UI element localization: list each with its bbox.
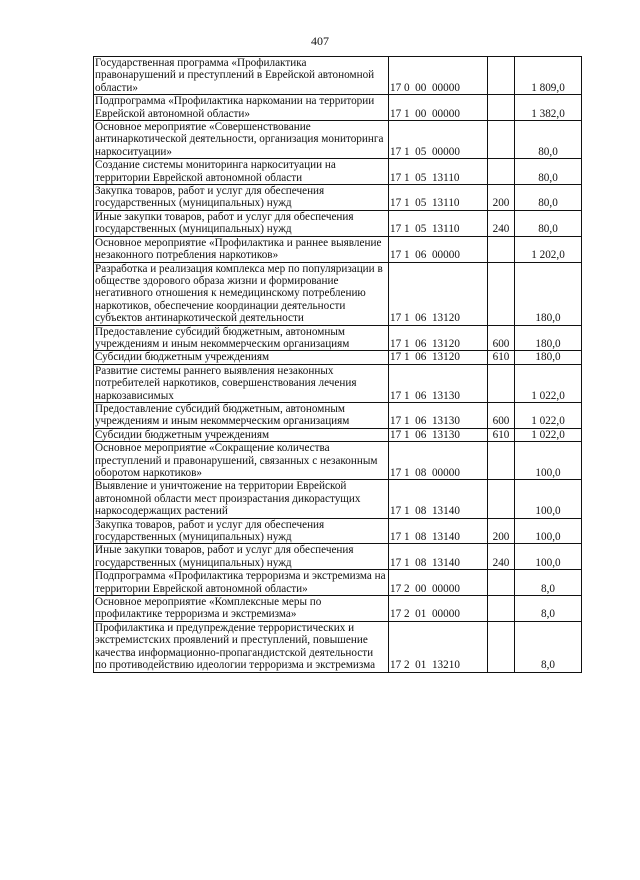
budget-table bbox=[93, 56, 582, 673]
row-expense-type-cell bbox=[488, 570, 515, 596]
row-name-cell: Иные закупки товаров, работ и услуг для обеспечения государственных (муниципальных) нужд bbox=[94, 544, 389, 570]
table-row bbox=[94, 364, 582, 402]
row-name-cell: Закупка товаров, работ и услуг для обеспечения государственных (муниципальных) нужд bbox=[94, 518, 389, 544]
row-code-cell: 17 1 08 13140 bbox=[389, 518, 488, 544]
row-code-cell: 17 1 05 13110 bbox=[389, 210, 488, 236]
row-name-cell: Субсидии бюджетным учреждениям bbox=[94, 351, 389, 364]
row-code-cell: 17 1 06 00000 bbox=[389, 236, 488, 262]
row-code-cell: 17 1 06 13130 bbox=[389, 364, 488, 402]
table-row bbox=[94, 236, 582, 262]
row-amount-cell: 80,0 bbox=[515, 185, 582, 211]
row-expense-type-cell bbox=[488, 262, 515, 325]
row-code-cell: 17 2 01 13210 bbox=[389, 621, 488, 672]
row-name-cell: Иные закупки товаров, работ и услуг для обеспечения государственных (муниципальных) нужд bbox=[94, 210, 389, 236]
row-expense-type-cell: 610 bbox=[488, 428, 515, 441]
row-amount-cell: 1 382,0 bbox=[515, 95, 582, 121]
row-expense-type-cell: 600 bbox=[488, 325, 515, 351]
row-code-cell: 17 1 00 00000 bbox=[389, 95, 488, 121]
row-code-cell: 17 1 08 13140 bbox=[389, 480, 488, 518]
row-name-cell: Создание системы мониторинга наркоситуации на территории Еврейской автономной области bbox=[94, 159, 389, 185]
table-row bbox=[94, 621, 582, 672]
table-row bbox=[94, 596, 582, 622]
budget-table-body bbox=[94, 57, 582, 673]
row-amount-cell: 180,0 bbox=[515, 351, 582, 364]
table-row bbox=[94, 159, 582, 185]
row-name-cell: Основное мероприятие «Совершенствование антинаркотической деятельности, организация мониторинга наркоситуации» bbox=[94, 121, 389, 159]
row-amount-cell: 100,0 bbox=[515, 442, 582, 480]
row-amount-cell: 100,0 bbox=[515, 544, 582, 570]
table-row bbox=[94, 428, 582, 441]
row-amount-cell: 100,0 bbox=[515, 518, 582, 544]
row-code-cell: 17 0 00 00000 bbox=[389, 57, 488, 95]
table-row bbox=[94, 57, 582, 95]
table-row bbox=[94, 570, 582, 596]
row-amount-cell: 80,0 bbox=[515, 159, 582, 185]
row-name-cell: Подпрограмма «Профилактика наркомании на территории Еврейской автономной области» bbox=[94, 95, 389, 121]
row-amount-cell: 80,0 bbox=[515, 121, 582, 159]
row-name-cell: Профилактика и предупреждение террористических и экстремистских проявлений и преступлений, повышение качества информационно-пропагандистской деятельности по противодействию идеологии терроризма и экстремизма bbox=[94, 621, 389, 672]
row-code-cell: 17 1 05 00000 bbox=[389, 121, 488, 159]
row-name-cell: Основное мероприятие «Комплексные меры по профилактике терроризма и экстремизма» bbox=[94, 596, 389, 622]
row-expense-type-cell: 240 bbox=[488, 210, 515, 236]
row-expense-type-cell: 600 bbox=[488, 402, 515, 428]
row-expense-type-cell bbox=[488, 121, 515, 159]
row-code-cell: 17 1 06 13120 bbox=[389, 325, 488, 351]
row-code-cell: 17 1 06 13120 bbox=[389, 351, 488, 364]
table-row bbox=[94, 95, 582, 121]
row-expense-type-cell bbox=[488, 95, 515, 121]
row-amount-cell: 8,0 bbox=[515, 570, 582, 596]
row-amount-cell: 100,0 bbox=[515, 480, 582, 518]
table-row bbox=[94, 351, 582, 364]
row-amount-cell: 1 022,0 bbox=[515, 402, 582, 428]
row-amount-cell: 1 022,0 bbox=[515, 428, 582, 441]
row-amount-cell: 1 809,0 bbox=[515, 57, 582, 95]
row-name-cell: Разработка и реализация комплекса мер по популяризации в обществе здорового образа жизни и формирование негативного отношения к немедицинскому потреблению наркотиков, обеспечение координации деятельности субъектов антинаркотической деятельности bbox=[94, 262, 389, 325]
table-row bbox=[94, 325, 582, 351]
row-expense-type-cell: 240 bbox=[488, 544, 515, 570]
row-amount-cell: 8,0 bbox=[515, 621, 582, 672]
row-name-cell: Подпрограмма «Профилактика терроризма и экстремизма на территории Еврейской автономной области» bbox=[94, 570, 389, 596]
row-name-cell: Закупка товаров, работ и услуг для обеспечения государственных (муниципальных) нужд bbox=[94, 185, 389, 211]
row-expense-type-cell bbox=[488, 480, 515, 518]
row-expense-type-cell bbox=[488, 236, 515, 262]
row-amount-cell: 180,0 bbox=[515, 325, 582, 351]
table-row bbox=[94, 402, 582, 428]
table-row bbox=[94, 121, 582, 159]
row-expense-type-cell bbox=[488, 364, 515, 402]
row-code-cell: 17 1 05 13110 bbox=[389, 185, 488, 211]
table-row bbox=[94, 262, 582, 325]
row-code-cell: 17 1 06 13120 bbox=[389, 262, 488, 325]
row-expense-type-cell: 200 bbox=[488, 185, 515, 211]
row-expense-type-cell bbox=[488, 442, 515, 480]
page-number: 407 bbox=[311, 34, 329, 48]
row-code-cell: 17 1 06 13130 bbox=[389, 428, 488, 441]
table-row bbox=[94, 544, 582, 570]
table-row bbox=[94, 480, 582, 518]
row-expense-type-cell bbox=[488, 621, 515, 672]
table-row bbox=[94, 210, 582, 236]
row-name-cell: Основное мероприятие «Сокращение количества преступлений и правонарушений, связанных с незаконным оборотом наркотиков» bbox=[94, 442, 389, 480]
row-code-cell: 17 1 08 00000 bbox=[389, 442, 488, 480]
row-name-cell: Предоставление субсидий бюджетным, автономным учреждениям и иным некоммерческим организациям bbox=[94, 402, 389, 428]
row-code-cell: 17 1 05 13110 bbox=[389, 159, 488, 185]
row-name-cell: Субсидии бюджетным учреждениям bbox=[94, 428, 389, 441]
row-amount-cell: 1 022,0 bbox=[515, 364, 582, 402]
row-expense-type-cell: 610 bbox=[488, 351, 515, 364]
table-row bbox=[94, 518, 582, 544]
row-name-cell: Государственная программа «Профилактика правонарушений и преступлений в Еврейской автономной области» bbox=[94, 57, 389, 95]
row-expense-type-cell bbox=[488, 596, 515, 622]
row-code-cell: 17 2 00 00000 bbox=[389, 570, 488, 596]
row-amount-cell: 180,0 bbox=[515, 262, 582, 325]
row-amount-cell: 8,0 bbox=[515, 596, 582, 622]
row-name-cell: Предоставление субсидий бюджетным, автономным учреждениям и иным некоммерческим организациям bbox=[94, 325, 389, 351]
table-row bbox=[94, 442, 582, 480]
table-row bbox=[94, 185, 582, 211]
row-code-cell: 17 1 08 13140 bbox=[389, 544, 488, 570]
row-expense-type-cell bbox=[488, 57, 515, 95]
row-amount-cell: 80,0 bbox=[515, 210, 582, 236]
row-name-cell: Развитие системы раннего выявления незаконных потребителей наркотиков, совершенствования лечения наркозависимых bbox=[94, 364, 389, 402]
row-code-cell: 17 1 06 13130 bbox=[389, 402, 488, 428]
row-name-cell: Основное мероприятие «Профилактика и раннее выявление незаконного потребления наркотиков» bbox=[94, 236, 389, 262]
row-amount-cell: 1 202,0 bbox=[515, 236, 582, 262]
row-name-cell: Выявление и уничтожение на территории Еврейской автономной области мест произрастания дикорастущих наркосодержащих растений bbox=[94, 480, 389, 518]
row-expense-type-cell: 200 bbox=[488, 518, 515, 544]
row-expense-type-cell bbox=[488, 159, 515, 185]
row-code-cell: 17 2 01 00000 bbox=[389, 596, 488, 622]
